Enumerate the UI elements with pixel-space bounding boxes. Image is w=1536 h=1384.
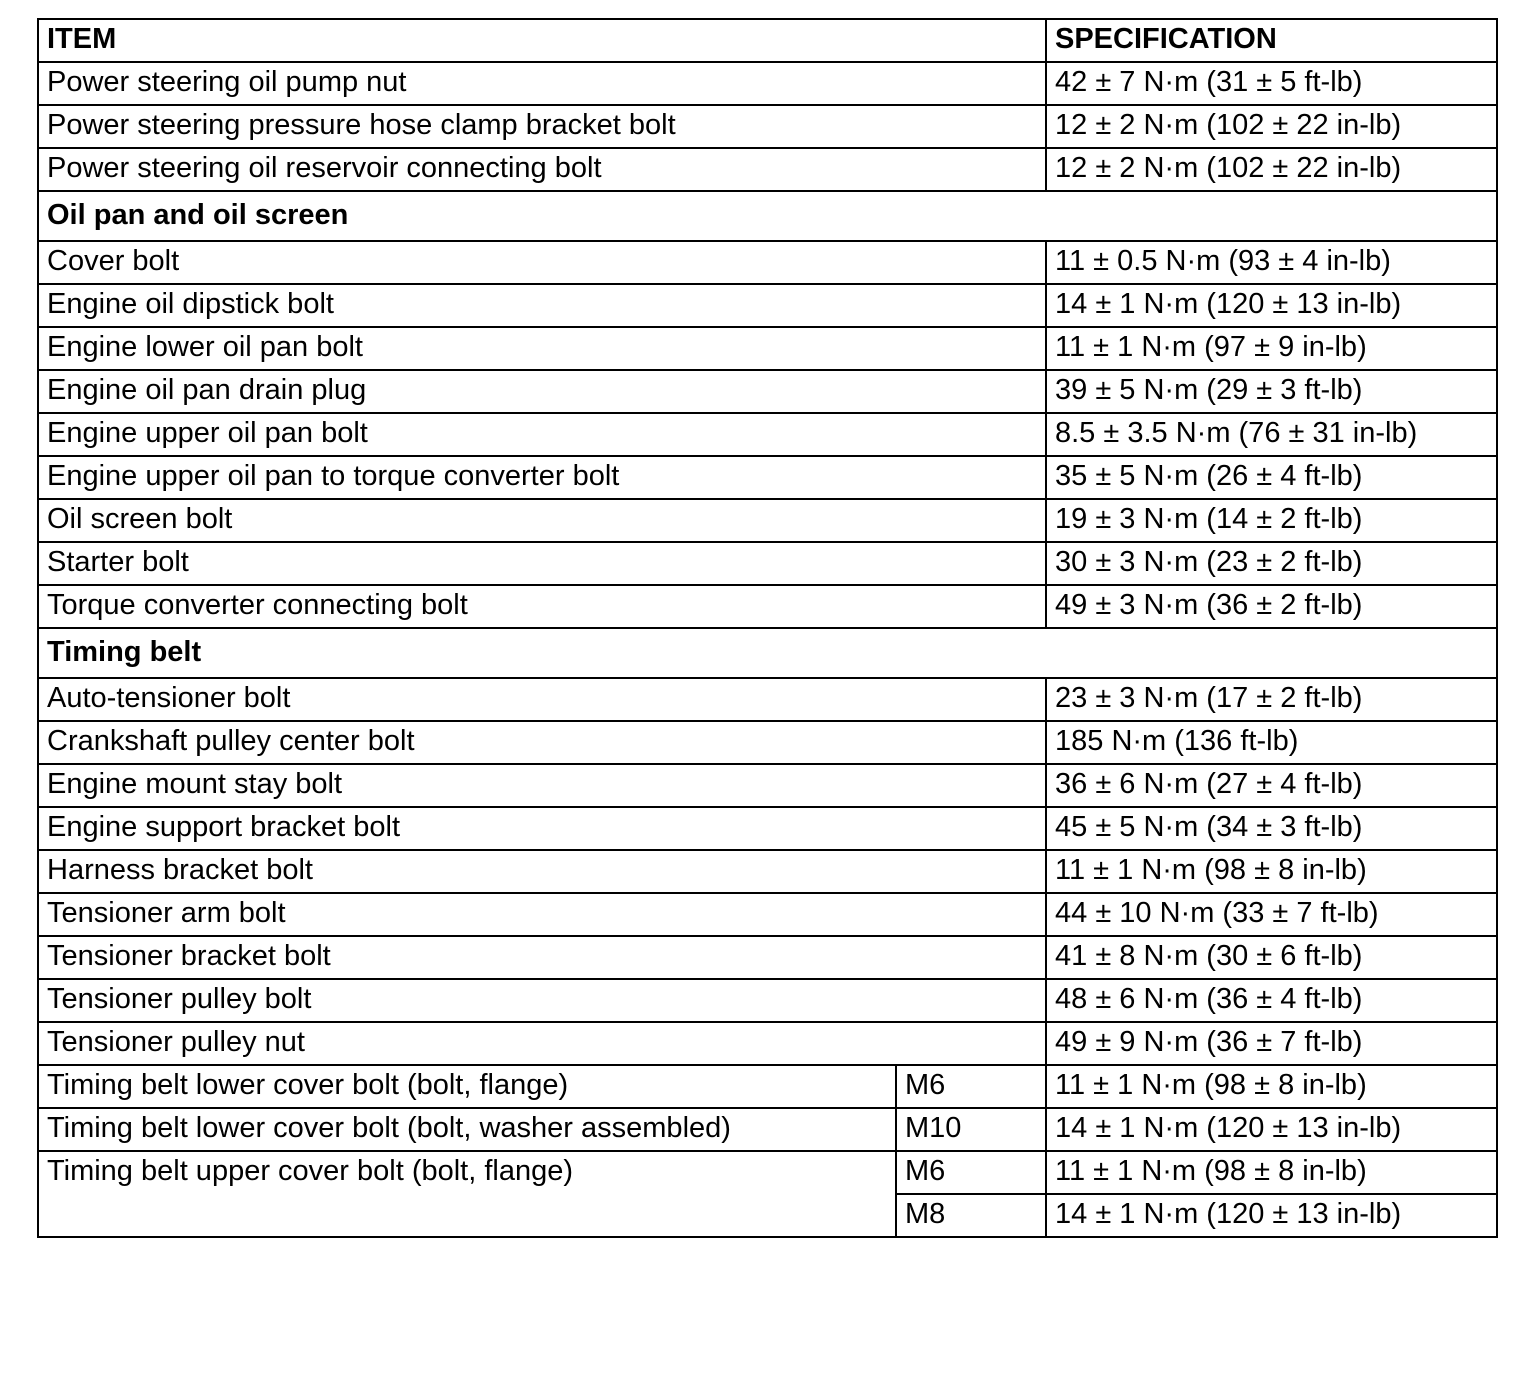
item-cell: Cover bolt xyxy=(38,241,1046,284)
spec-cell: 41 ± 8 N·m (30 ± 6 ft-lb) xyxy=(1046,936,1497,979)
spec-cell: 39 ± 5 N·m (29 ± 3 ft-lb) xyxy=(1046,370,1497,413)
table-row xyxy=(38,807,1497,850)
item-cell: Tensioner arm bolt xyxy=(38,893,1046,936)
item-cell: Harness bracket bolt xyxy=(38,850,1046,893)
item-cell: Engine oil dipstick bolt xyxy=(38,284,1046,327)
item-cell: Engine upper oil pan bolt xyxy=(38,413,1046,456)
spec-cell: 185 N·m (136 ft-lb) xyxy=(1046,721,1497,764)
table-row xyxy=(38,764,1497,807)
section-heading-row xyxy=(38,628,1497,678)
spec-cell: 11 ± 1 N·m (98 ± 8 in-lb) xyxy=(1046,1065,1497,1108)
item-cell: Engine support bracket bolt xyxy=(38,807,1046,850)
table-row xyxy=(38,327,1497,370)
table-row xyxy=(38,499,1497,542)
table-row xyxy=(38,105,1497,148)
item-cell: Auto-tensioner bolt xyxy=(38,678,1046,721)
table-row xyxy=(38,62,1497,105)
spec-cell: 19 ± 3 N·m (14 ± 2 ft-lb) xyxy=(1046,499,1497,542)
item-cell: Torque converter connecting bolt xyxy=(38,585,1046,628)
spec-cell: 36 ± 6 N·m (27 ± 4 ft-lb) xyxy=(1046,764,1497,807)
size-cell: M8 xyxy=(896,1194,1046,1237)
spec-cell: 8.5 ± 3.5 N·m (76 ± 31 in-lb) xyxy=(1046,413,1497,456)
item-cell: Tensioner bracket bolt xyxy=(38,936,1046,979)
size-cell: M6 xyxy=(896,1065,1046,1108)
table-row xyxy=(38,678,1497,721)
table-row xyxy=(38,1022,1497,1065)
size-cell: M10 xyxy=(896,1108,1046,1151)
spec-cell: 42 ± 7 N·m (31 ± 5 ft-lb) xyxy=(1046,62,1497,105)
item-cell: Engine upper oil pan to torque converter bolt xyxy=(38,456,1046,499)
section-title: Oil pan and oil screen xyxy=(38,191,1497,241)
spec-cell: 48 ± 6 N·m (36 ± 4 ft-lb) xyxy=(1046,979,1497,1022)
spec-cell: 12 ± 2 N·m (102 ± 22 in-lb) xyxy=(1046,148,1497,191)
item-cell: Power steering oil reservoir connecting bolt xyxy=(38,148,1046,191)
spec-cell: 30 ± 3 N·m (23 ± 2 ft-lb) xyxy=(1046,542,1497,585)
table-row xyxy=(38,850,1497,893)
item-cell: Tensioner pulley bolt xyxy=(38,979,1046,1022)
section-title: Timing belt xyxy=(38,628,1497,678)
table-header-row xyxy=(38,19,1497,62)
item-cell: Crankshaft pulley center bolt xyxy=(38,721,1046,764)
table-row xyxy=(38,721,1497,764)
spec-cell: 11 ± 0.5 N·m (93 ± 4 in-lb) xyxy=(1046,241,1497,284)
spec-cell: 14 ± 1 N·m (120 ± 13 in-lb) xyxy=(1046,1108,1497,1151)
item-cell: Oil screen bolt xyxy=(38,499,1046,542)
spec-cell: 12 ± 2 N·m (102 ± 22 in-lb) xyxy=(1046,105,1497,148)
table-row xyxy=(38,542,1497,585)
table-row xyxy=(38,936,1497,979)
item-cell: Power steering pressure hose clamp bracket bolt xyxy=(38,105,1046,148)
table-row xyxy=(38,284,1497,327)
table-row xyxy=(38,1108,1497,1151)
item-cell: Engine oil pan drain plug xyxy=(38,370,1046,413)
table-row xyxy=(38,241,1497,284)
spec-cell: 23 ± 3 N·m (17 ± 2 ft-lb) xyxy=(1046,678,1497,721)
table-row xyxy=(38,585,1497,628)
spec-cell: 14 ± 1 N·m (120 ± 13 in-lb) xyxy=(1046,1194,1497,1237)
size-cell: M6 xyxy=(896,1151,1046,1194)
item-cell: Engine lower oil pan bolt xyxy=(38,327,1046,370)
table-row xyxy=(38,893,1497,936)
table-row xyxy=(38,413,1497,456)
table-row xyxy=(38,1065,1497,1108)
table-row xyxy=(38,1151,1497,1194)
spec-cell: 44 ± 10 N·m (33 ± 7 ft-lb) xyxy=(1046,893,1497,936)
item-cell: Starter bolt xyxy=(38,542,1046,585)
item-cell: Tensioner pulley nut xyxy=(38,1022,1046,1065)
header-specification: SPECIFICATION xyxy=(1046,19,1497,62)
spec-cell: 45 ± 5 N·m (34 ± 3 ft-lb) xyxy=(1046,807,1497,850)
section-heading-row xyxy=(38,191,1497,241)
spec-cell: 35 ± 5 N·m (26 ± 4 ft-lb) xyxy=(1046,456,1497,499)
header-item: ITEM xyxy=(38,19,1046,62)
item-cell: Power steering oil pump nut xyxy=(38,62,1046,105)
item-cell: Engine mount stay bolt xyxy=(38,764,1046,807)
table-row xyxy=(38,979,1497,1022)
torque-spec-table xyxy=(37,18,1498,1238)
spec-cell: 11 ± 1 N·m (97 ± 9 in-lb) xyxy=(1046,327,1497,370)
item-cell: Timing belt upper cover bolt (bolt, flange) xyxy=(38,1151,896,1237)
spec-cell: 49 ± 9 N·m (36 ± 7 ft-lb) xyxy=(1046,1022,1497,1065)
table-row xyxy=(38,370,1497,413)
spec-cell: 14 ± 1 N·m (120 ± 13 in-lb) xyxy=(1046,284,1497,327)
table-row xyxy=(38,148,1497,191)
spec-cell: 11 ± 1 N·m (98 ± 8 in-lb) xyxy=(1046,850,1497,893)
spec-cell: 49 ± 3 N·m (36 ± 2 ft-lb) xyxy=(1046,585,1497,628)
item-cell: Timing belt lower cover bolt (bolt, flange) xyxy=(38,1065,896,1108)
table-row xyxy=(38,456,1497,499)
item-cell: Timing belt lower cover bolt (bolt, washer assembled) xyxy=(38,1108,896,1151)
spec-cell: 11 ± 1 N·m (98 ± 8 in-lb) xyxy=(1046,1151,1497,1194)
